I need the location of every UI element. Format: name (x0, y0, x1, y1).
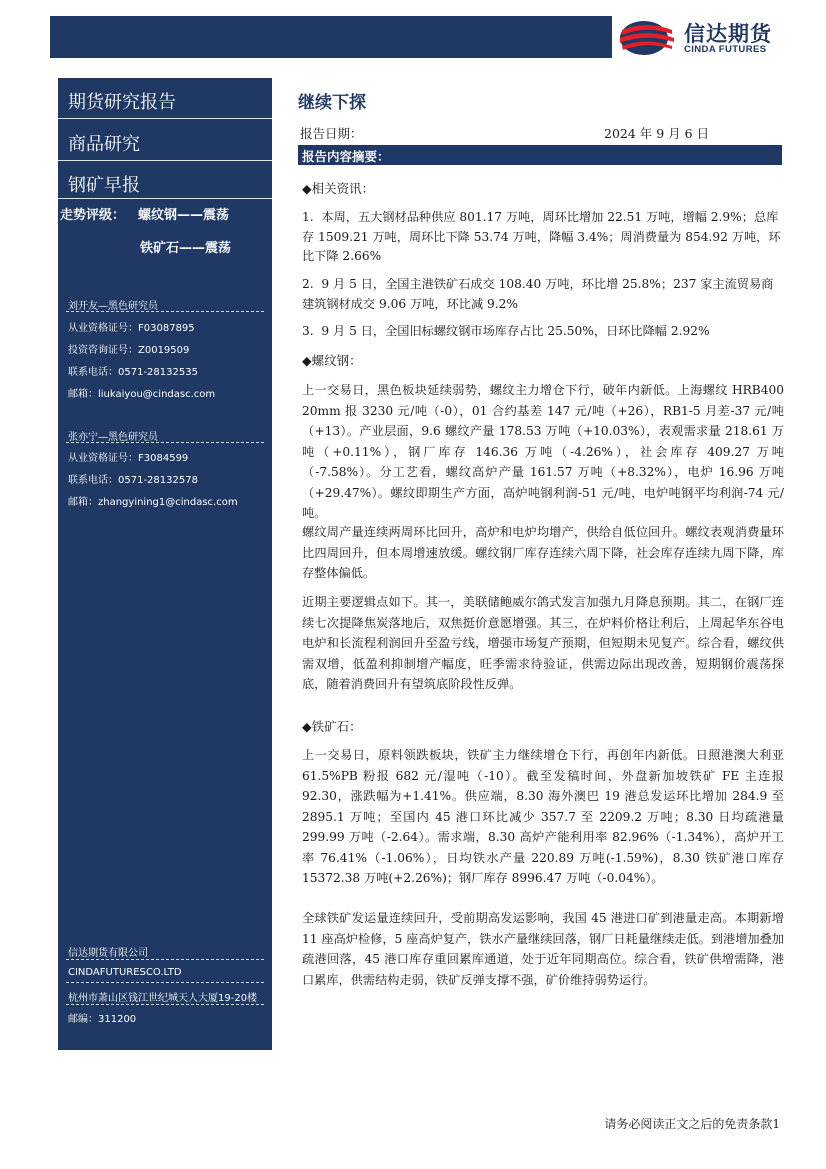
rating-iron-ore: 铁矿石——震荡 (140, 241, 232, 256)
rebar-section-heading: ◆螺纹钢： (302, 353, 362, 368)
news-item-text (302, 208, 784, 267)
news-item-1 (302, 208, 784, 267)
news-item-number: 3. (302, 324, 314, 338)
company-postcode: 邮编：311200 (68, 1014, 137, 1025)
sidebar-divider (58, 160, 272, 161)
rebar-paragraph-1: 上一交易日，黑色板块延续弱势，螺纹主力增仓下行，破年内新低。上海螺纹 HRB400 20mm 报 3230 元/吨（-0），01 合约基差 147 元/吨（+26），RB1-5 月差-37 元/吨（+13）。产业层面，9.6 螺纹产量 178.53 万吨（+10.03%），表观需求量 218.61 万吨（+0.11%），钢厂库存 146.36 万吨（-4.26%），社会库存 409.27 万吨（-7.58%）。分工艺看，螺纹高炉产量 161.57 万吨（+8.32%），电炉 16.96 万吨（+29.47%）。螺纹即期生产方面，高炉吨钢利润-51 元/吨，电炉吨钢平均利润-74 元/吨。 (302, 383, 784, 520)
analyst-1-advisor: 投资咨询证号：Z0019509 (68, 345, 190, 356)
company-name-en: CINDAFUTURESCO.LTD (68, 967, 182, 978)
analyst-divider (66, 311, 264, 312)
header-bar (50, 16, 612, 58)
analyst-2-phone: 联系电话：0571-28132578 (68, 475, 198, 486)
report-date-value: 2024 年 9 月 6 日 (604, 126, 710, 141)
summary-label: 报告内容摘要： (302, 149, 390, 164)
ore-section-heading: ◆铁矿石： (302, 719, 362, 734)
news-item-3 (302, 322, 784, 342)
analyst-1-phone: 联系电话：0571-28132535 (68, 367, 198, 378)
disclaimer-note: 请务必阅读正文之后的免责条款1 (604, 1117, 780, 1131)
company-name: 信达期货有限公司 (68, 948, 148, 959)
company-divider (66, 982, 264, 983)
news-item-number: 1. (302, 210, 314, 224)
news-item-body: 9 月 5 日，全国旧标螺纹钢市场库存占比 25.50%，日环比降幅 2.92% (321, 324, 710, 338)
analyst-2-cert: 从业资格证号：F3084599 (68, 453, 189, 464)
ore-paragraph-2: 全球铁矿发运量连续回升，受前期高发运影响，我国 45 港进口矿到港量走高。本期新增 11 座高炉检修，5 座高炉复产，铁水产量继续回落，钢厂日耗量继续走低。到港增加叠加疏港回落，45 港口库存重回累库通道，处于近年同期高位。综合看，铁矿供增需降，港口累库，供需结构走弱，铁矿反弹支撑不强，矿价维持弱势运行。 (302, 911, 784, 987)
analyst-2-name: 张亦宁—黑色研究员 (68, 432, 158, 443)
brand-logo (614, 14, 804, 60)
brand-name-cn: 信达期货 (684, 22, 772, 46)
ore-paragraph-1: 上一交易日，原料领跌板块，铁矿主力继续增仓下行，再创年内新低。日照港澳大利亚 61.5%PB 粉报 682 元/湿吨（-10）。截至发稿时间，外盘新加坡铁矿 FE 主连报 92.30，涨跌幅为+1.41%。供应端，8.30 海外澳巴 19 港总发运环比增加 284.9 至 2895.1 万吨；至国内 45 港口环比减少 357.7 至 2209.2 万吨；8.30 日均疏港量 299.99 万吨（-2.64）。需求端，8.30 高炉产能利用率 82.96%（-1.34%），高炉开工率 76.41%（-1.06%），日均铁水产量 220.89 万吨(-1.59%)，8.30 铁矿港口库存 15372.38 万吨(+2.26%)；钢厂库存 8996.47 万吨（-0.04%）。 (302, 748, 784, 885)
news-item-body: 本周，五大钢材品种供应 801.17 万吨，周环比增加 22.51 万吨，增幅 2.9%；总库存 1509.21 万吨，周环比下降 53.74 万吨，降幅 3.4%；周消费量为 854.92 万吨，环比下降 2.66% (302, 210, 781, 263)
report-title: 继续下探 (298, 93, 366, 113)
news-item-body: 9 月 5 日，全国主港铁矿石成交 108.40 万吨，环比增 25.8%；237 家主流贸易商建筑钢材成交 9.06 万吨，环比减 9.2% (302, 277, 774, 311)
news-item-2 (302, 275, 784, 314)
sidebar-category-2: 商品研究 (68, 134, 140, 155)
analyst-divider (66, 442, 264, 443)
sidebar-divider (58, 198, 272, 199)
company-address: 杭州市萧山区钱江世纪城天人大厦19-20楼 (68, 993, 258, 1004)
sidebar-category-3: 钢矿早报 (68, 175, 140, 196)
company-divider (66, 959, 264, 960)
rating-rebar: 螺纹钢——震荡 (138, 208, 230, 223)
analyst-2-email[interactable]: 邮箱：zhangyining1@cindasc.com (68, 497, 238, 508)
summary-header-bar (298, 145, 782, 165)
sidebar-category-1: 期货研究报告 (68, 92, 176, 113)
rebar-paragraph-3: 近期主要逻辑点如下。其一，美联储鲍威尔鸽式发言加强九月降息预期。其二，在钢厂连续七次提降焦炭落地后，双焦挺价意愿增强。其三，在炉料价格让利后，上周起华东谷电电炉和长流程利润回升至盈亏线，增强市场复产预期，但短期未见复产。综合看，螺纹供需双增，低盈利抑制增产幅度，旺季需求待验证，供需边际出现改善，短期钢价震荡探底，随着消费回升有望筑底阶段性反弹。 (302, 595, 784, 691)
analyst-1-email[interactable]: 邮箱：liukaiyou@cindasc.com (68, 389, 216, 400)
report-date-label: 报告日期： (300, 126, 363, 141)
sidebar-divider (58, 118, 272, 119)
cinda-logo-icon (616, 16, 676, 58)
news-item-text (302, 322, 784, 342)
company-divider (66, 1004, 264, 1005)
news-item-number: 2. (302, 277, 314, 291)
analyst-1-cert: 从业资格证号：F03087895 (68, 323, 195, 334)
analyst-1-name: 刘开友—黑色研究员 (68, 301, 158, 312)
rating-label: 走势评级： (60, 208, 126, 223)
sidebar (58, 78, 272, 1050)
news-item-text (302, 275, 784, 314)
brand-name-en: CINDA FUTURES (684, 44, 767, 55)
rebar-paragraph-2: 螺纹周产量连续两周环比回升，高炉和电炉均增产，供给自低位回升。螺纹表观消费量环比四周回升，但本周增速放缓。螺纹钢厂库存连续六周下降，社会库存连续九周下降，库存整体偏低。 (302, 525, 784, 580)
news-section-heading: ◆相关资讯： (302, 181, 375, 196)
